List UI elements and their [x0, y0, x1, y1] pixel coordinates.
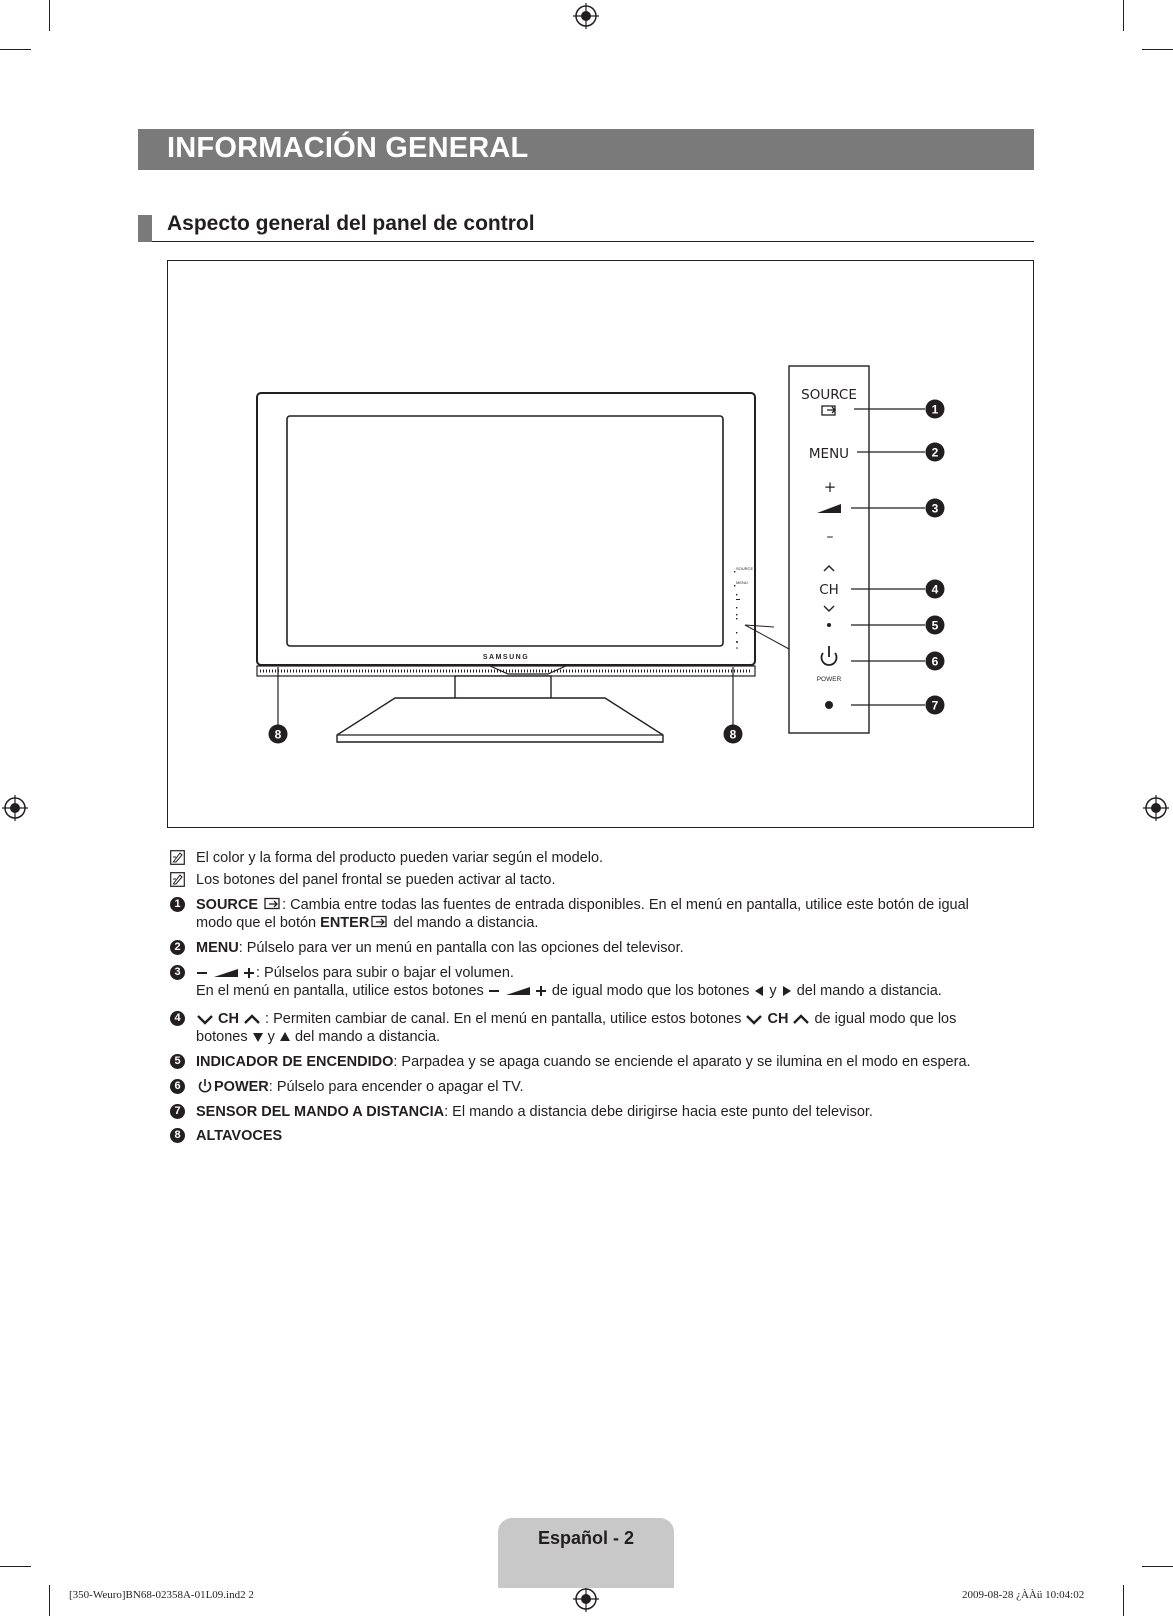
- callout-8-left: 8: [274, 727, 282, 742]
- right-arrow-icon: [781, 985, 793, 997]
- item-term: INDICADOR DE ENCENDIDO: [196, 1054, 394, 1070]
- date-slug: 2009-08-28 ¿ÀÀü 10:04:02: [962, 1589, 1085, 1601]
- item-term: SENSOR DEL MANDO A DISTANCIA: [196, 1104, 445, 1120]
- callout-1: 1: [931, 402, 939, 417]
- svg-text:SOURCE: SOURCE: [736, 566, 754, 571]
- callout-2: 2: [931, 445, 939, 460]
- volume-buttons-icon: [196, 965, 256, 979]
- panel-power-label: POWER: [816, 676, 842, 683]
- callout-3: 3: [931, 501, 939, 516]
- item-desc-y: y: [267, 1029, 275, 1045]
- item-desc: : Púlselo para ver un menú en pantalla con las opciones del televisor.: [238, 940, 684, 956]
- panel-vol-minus: –: [826, 529, 834, 545]
- item-desc-end: del mando a distancia.: [389, 915, 539, 931]
- item-number: 6: [170, 1079, 185, 1094]
- callout-7: 7: [931, 698, 939, 713]
- brand-logo: SAMSUNG: [482, 654, 530, 661]
- chevron-up-icon: [792, 1013, 810, 1025]
- note-text: El color y la forma del producto pueden variar según el modelo.: [196, 850, 604, 866]
- volume-buttons-icon: [488, 983, 548, 997]
- registration-mark-icon: [573, 3, 599, 29]
- item-desc-cont: modo que el botón: [196, 915, 321, 931]
- item-number: 3: [170, 965, 185, 980]
- item-number: 8: [170, 1128, 185, 1143]
- section-rule: [152, 241, 1034, 242]
- panel-menu-label: MENU: [808, 446, 850, 462]
- file-slug: [350-Weuro]BN68-02358A-01L09.ind2 2: [69, 1589, 254, 1601]
- tv-screen: [287, 416, 723, 646]
- registration-mark-icon: [573, 1586, 599, 1612]
- source-icon: [262, 897, 282, 911]
- item-desc: : Púlselo para encender o apagar el TV.: [268, 1079, 524, 1095]
- enter-icon: [369, 915, 389, 929]
- crop-mark: [1142, 49, 1173, 50]
- list-item: [170, 1010, 1040, 1050]
- enter-term: ENTER: [320, 915, 370, 931]
- item-term: MENU: [196, 940, 239, 956]
- note-icon: [170, 850, 185, 865]
- crop-mark: [0, 49, 31, 50]
- item-desc: : Púlselos para subir o bajar el volumen.: [256, 965, 514, 981]
- panel-ch-label: CH: [819, 582, 839, 598]
- item-desc-post: de igual modo que los: [814, 1011, 957, 1027]
- svg-text:MENU: MENU: [736, 580, 748, 585]
- list-item: [170, 896, 1040, 936]
- item-desc-end: del mando a distancia.: [796, 983, 942, 999]
- page-number-tab: [498, 1518, 674, 1588]
- left-arrow-icon: [753, 985, 765, 997]
- item-number: 5: [170, 1054, 185, 1069]
- item-term: POWER: [214, 1079, 269, 1095]
- page-number: Español - 2: [537, 1528, 635, 1548]
- page-title-bar: [138, 129, 1034, 170]
- chevron-up-icon: [243, 1013, 261, 1025]
- item-desc-cont: botones: [196, 1029, 248, 1045]
- item-desc: : Permiten cambiar de canal. En el menú en pantalla, utilice estos botones: [265, 1011, 742, 1027]
- item-number: 7: [170, 1104, 185, 1119]
- item-number: 2: [170, 940, 185, 955]
- power-icon: [196, 1078, 214, 1093]
- callout-4: 4: [931, 582, 939, 597]
- remote-sensor-dot: [825, 701, 833, 709]
- section-marker: [138, 215, 152, 242]
- item-desc-y: y: [769, 983, 777, 999]
- crop-mark: [0, 1566, 31, 1567]
- item-term: CH: [767, 1011, 789, 1027]
- control-panel-figure: [167, 260, 1034, 828]
- item-term: CH: [218, 1011, 239, 1027]
- item-desc: : Parpadea y se apaga cuando se enciende el aparato y se ilumina en el modo en espera.: [393, 1054, 971, 1070]
- crop-mark: [49, 1585, 50, 1616]
- page-title: INFORMACIÓN GENERAL: [167, 132, 529, 164]
- item-desc-mid: de igual modo que los botones: [551, 983, 750, 999]
- item-term: SOURCE: [196, 897, 259, 913]
- chevron-down-icon: [196, 1013, 214, 1025]
- chevron-down-icon: [745, 1013, 763, 1025]
- callout-6: 6: [931, 654, 939, 669]
- callout-8-right: 8: [729, 727, 737, 742]
- note-text: Los botones del panel frontal se pueden activar al tacto.: [196, 872, 556, 888]
- section-title: Aspecto general del panel de control: [167, 212, 535, 235]
- note-icon: [170, 872, 185, 887]
- registration-mark-icon: [2, 795, 28, 821]
- up-arrow-icon: [279, 1031, 291, 1043]
- panel-source-label: SOURCE: [801, 387, 857, 403]
- crop-mark: [1123, 0, 1124, 31]
- down-arrow-icon: [252, 1031, 264, 1043]
- registration-mark-icon: [1143, 795, 1169, 821]
- tv-illustration: [168, 261, 1035, 829]
- item-desc-cont: En el menú en pantalla, utilice estos botones: [196, 983, 484, 999]
- item-number: 4: [170, 1011, 185, 1026]
- item-number: 1: [170, 897, 185, 912]
- crop-mark: [1123, 1585, 1124, 1616]
- panel-vol-plus: +: [823, 478, 837, 496]
- list-item: [170, 964, 1040, 1004]
- crop-mark: [1142, 1566, 1173, 1567]
- callout-5: 5: [931, 618, 939, 633]
- power-indicator-dot: [827, 623, 831, 627]
- item-desc: : Cambia entre todas las fuentes de entrada disponibles. En el menú en pantalla, utilice este botón de igual: [282, 897, 969, 913]
- item-desc-end: del mando a distancia.: [294, 1029, 441, 1045]
- item-term: ALTAVOCES: [196, 1128, 283, 1144]
- item-desc: : El mando a distancia debe dirigirse hacia este punto del televisor.: [444, 1104, 873, 1120]
- crop-mark: [49, 0, 50, 31]
